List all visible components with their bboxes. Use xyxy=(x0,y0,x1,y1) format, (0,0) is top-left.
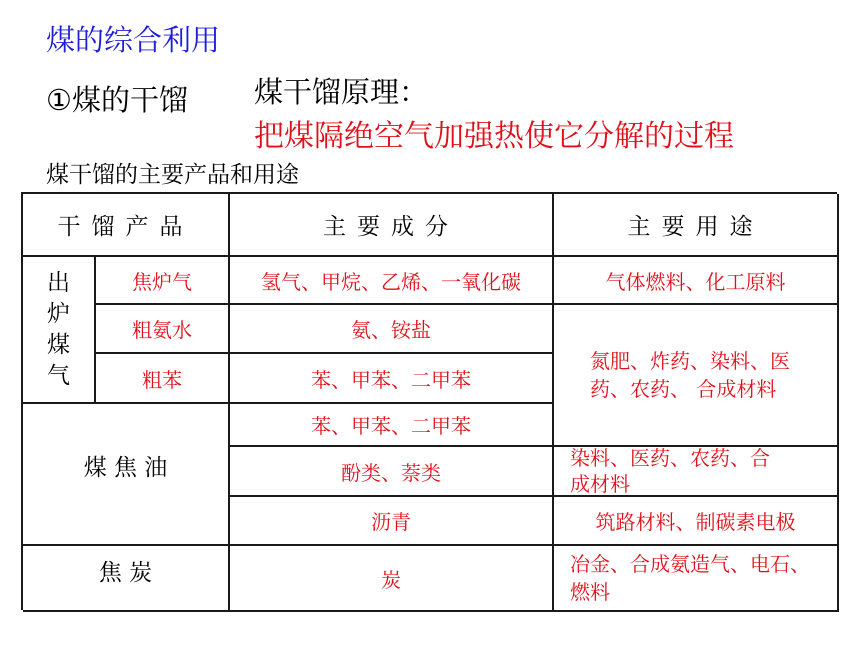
merged-use-aromatics-text: 氮肥、炸药、染料、医药、农药、 合成材料 xyxy=(590,349,790,401)
row-name-crude-ammonia: 粗氨水 xyxy=(96,305,230,354)
row-components-tar-phenols: 酚类、萘类 xyxy=(230,447,554,497)
row-use-tar-pitch: 筑路材料、制碳素电极 xyxy=(554,497,839,546)
row-use-coke xyxy=(554,546,839,612)
row-components-tar-pitch: 沥青 xyxy=(230,497,554,546)
group-oven-gas-label: 出炉煤气 xyxy=(47,269,70,389)
row-name-crude-benzene: 粗苯 xyxy=(96,354,230,404)
products-table xyxy=(21,192,837,610)
table-caption: 煤干馏的主要产品和用途 xyxy=(46,162,299,188)
row-components-coke-oven-gas: 氢气、甲烷、乙烯、一氧化碳 xyxy=(230,257,554,305)
section-subtitle: ①煤的干馏 xyxy=(46,83,188,117)
header-uses: 主要用途 xyxy=(554,194,839,257)
page-title: 煤的综合利用 xyxy=(46,23,221,57)
row-components-crude-benzene: 苯、甲苯、二甲苯 xyxy=(230,354,554,404)
group-coal-tar: 煤 焦 油 xyxy=(23,404,230,546)
principle-text: 把煤隔绝空气加强热使它分解的过程 xyxy=(254,119,734,154)
row-use-tar-phenols xyxy=(554,447,839,497)
row-use-tar-phenols-text: 染料、医药、农药、合成材料 xyxy=(570,446,770,496)
header-components: 主要成分 xyxy=(230,194,554,257)
row-use-coke-text: 冶金、合成氨造气、电石、燃料 xyxy=(570,552,810,604)
principle-label: 煤干馏原理： xyxy=(254,75,429,109)
row-components-coke: 炭 xyxy=(230,546,554,612)
row-name-coke-oven-gas: 焦炉气 xyxy=(96,257,230,305)
row-components-tar-benzene: 苯、甲苯、二甲苯 xyxy=(230,404,554,447)
group-coke: 焦 炭 xyxy=(23,546,230,612)
row-use-coke-oven-gas: 气体燃料、化工原料 xyxy=(554,257,839,305)
group-oven-gas xyxy=(23,257,96,404)
header-product: 干馏产品 xyxy=(23,194,230,257)
merged-use-aromatics xyxy=(554,305,839,447)
row-components-crude-ammonia: 氨、铵盐 xyxy=(230,305,554,354)
